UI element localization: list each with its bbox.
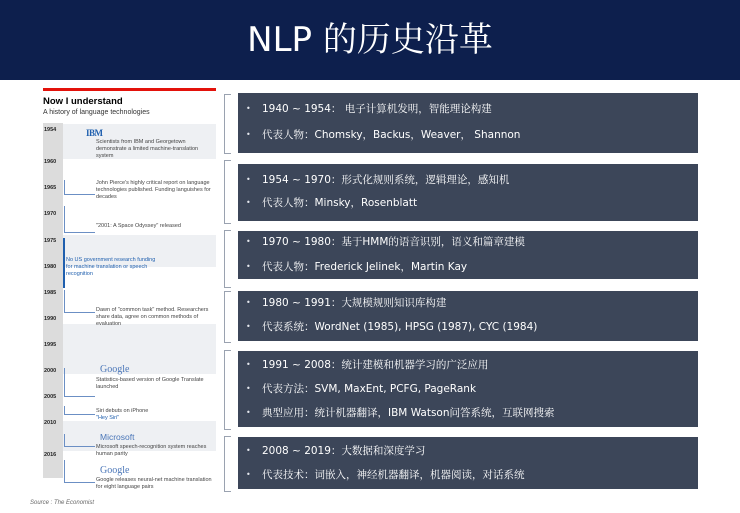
timeline-event: Dawn of "common task" method. Researchers share data, agree on common methods of evaluation xyxy=(96,307,209,327)
era-brace xyxy=(224,230,231,288)
infographic-accent-line xyxy=(43,88,216,91)
era-row xyxy=(238,404,698,422)
era-text: 1954 ~ 1970：形式化规则系统，逻辑理论，感知机 xyxy=(262,174,510,186)
event-connector xyxy=(64,290,95,313)
bullet-icon: • xyxy=(246,408,251,417)
slide-header xyxy=(0,0,740,80)
year-label: 1980 xyxy=(44,264,57,270)
bullet-icon: • xyxy=(246,470,251,479)
infographic-source: Source : The Economist xyxy=(30,500,95,506)
era-text: 1980 ~ 1991：大规模规则知识库构建 xyxy=(262,297,447,309)
bullet-icon: • xyxy=(246,384,251,393)
timeline-event: Microsoft speech-recognition system reaches human parity xyxy=(96,444,207,457)
year-label: 1995 xyxy=(44,342,57,348)
era-brace xyxy=(224,291,231,343)
bullet-icon: • xyxy=(246,322,251,331)
timeline-event: "2001: A Space Odyssey" released xyxy=(96,223,181,229)
microsoft-logo: Microsoft xyxy=(100,432,135,442)
infographic-title: Now I understand xyxy=(43,96,123,107)
history-infographic xyxy=(40,88,216,500)
year-label: 1990 xyxy=(44,316,57,322)
era-text: 1940 ~ 1954： 电子计算机发明，智能理论构建 xyxy=(262,103,492,115)
bullet-icon: • xyxy=(246,360,251,369)
event-connector xyxy=(64,180,95,195)
era-text: 代表人物：Minsky，Rosenblatt xyxy=(262,197,418,209)
year-label: 1965 xyxy=(44,185,57,191)
era-brace xyxy=(224,350,231,430)
bullet-icon: • xyxy=(246,175,251,184)
era-row xyxy=(238,194,698,212)
era-row xyxy=(238,100,698,118)
event-connector xyxy=(64,460,95,483)
era-text: 代表人物：Frederick Jelinek，Martin Kay xyxy=(262,261,468,273)
year-label: 1970 xyxy=(44,211,57,217)
year-label: 2016 xyxy=(44,452,57,458)
era-brace xyxy=(224,436,231,492)
era-row xyxy=(238,380,698,398)
year-label: 2000 xyxy=(44,368,57,374)
slide-title: NLP 的历史沿革 xyxy=(247,20,493,60)
funding-gap-marker xyxy=(63,238,65,288)
year-label: 1960 xyxy=(44,159,57,165)
era-brace xyxy=(224,160,231,224)
era-text: 典型应用：统计机器翻译，IBM Watson问答系统，互联网搜索 xyxy=(262,407,555,419)
bullet-icon: • xyxy=(246,446,251,455)
era-row xyxy=(238,442,698,460)
google-logo: Google xyxy=(100,465,130,476)
era-box xyxy=(238,351,698,427)
timeline-event: Siri debuts on iPhone xyxy=(96,408,149,414)
era-row xyxy=(238,126,698,144)
timeline-event-quote: "Hey Siri" xyxy=(96,415,120,421)
era-text: 代表方法：SVM, MaxEnt, PCFG, PageRank xyxy=(262,383,477,395)
google-logo: Google xyxy=(100,364,130,375)
year-label: 1985 xyxy=(44,290,57,296)
bullet-icon: • xyxy=(246,262,251,271)
era-box xyxy=(238,231,698,279)
era-row xyxy=(238,233,698,251)
event-connector xyxy=(64,406,95,415)
infographic-subtitle: A history of language technologies xyxy=(43,109,150,116)
event-connector xyxy=(64,434,95,447)
timeline-event: Scientists from IBM and Georgetown demonstrate a limited machine-translation system xyxy=(96,139,199,159)
era-row xyxy=(238,466,698,484)
year-label: 2010 xyxy=(44,420,57,426)
bullet-icon: • xyxy=(246,130,251,139)
event-connector xyxy=(64,368,95,397)
era-brace xyxy=(224,94,231,154)
bullet-icon: • xyxy=(246,237,251,246)
era-box xyxy=(238,164,698,221)
era-box xyxy=(238,437,698,489)
era-row xyxy=(238,356,698,374)
timeline-event: Statistics-based version of Google Translate launched xyxy=(96,377,204,390)
era-text: 2008 ~ 2019：大数据和深度学习 xyxy=(262,445,426,457)
bullet-icon: • xyxy=(246,198,251,207)
era-text: 1970 ~ 1980：基于HMM的语音识别，语义和篇章建模 xyxy=(262,236,525,248)
year-label: 1954 xyxy=(44,127,57,133)
era-band xyxy=(63,324,216,374)
year-label: 2005 xyxy=(44,394,57,400)
era-text: 代表系统：WordNet (1985), HPSG (1987), CYC (1984) xyxy=(262,321,538,333)
ibm-logo: IBM xyxy=(86,128,103,138)
era-row xyxy=(238,318,698,336)
era-text: 代表技术：词嵌入，神经机器翻译，机器阅读，对话系统 xyxy=(262,469,525,481)
era-row xyxy=(238,171,698,189)
timeline-event: John Pierce's highly critical report on language technologies published. Funding languishes for decades xyxy=(96,180,211,200)
era-row xyxy=(238,294,698,312)
bullet-icon: • xyxy=(246,104,251,113)
event-connector xyxy=(64,206,95,233)
timeline-event: Google releases neural-net machine translation for eight language pairs xyxy=(96,477,212,490)
era-row xyxy=(238,258,698,276)
timeline-event: No US government research funding for machine translation or speech recognition xyxy=(66,257,156,277)
bullet-icon: • xyxy=(246,298,251,307)
era-box xyxy=(238,291,698,341)
era-box xyxy=(238,93,698,153)
era-text: 1991 ~ 2008：统计建模和机器学习的广泛应用 xyxy=(262,359,489,371)
era-text: 代表人物：Chomsky，Backus，Weaver， Shannon xyxy=(262,129,521,141)
year-label: 1975 xyxy=(44,238,57,244)
